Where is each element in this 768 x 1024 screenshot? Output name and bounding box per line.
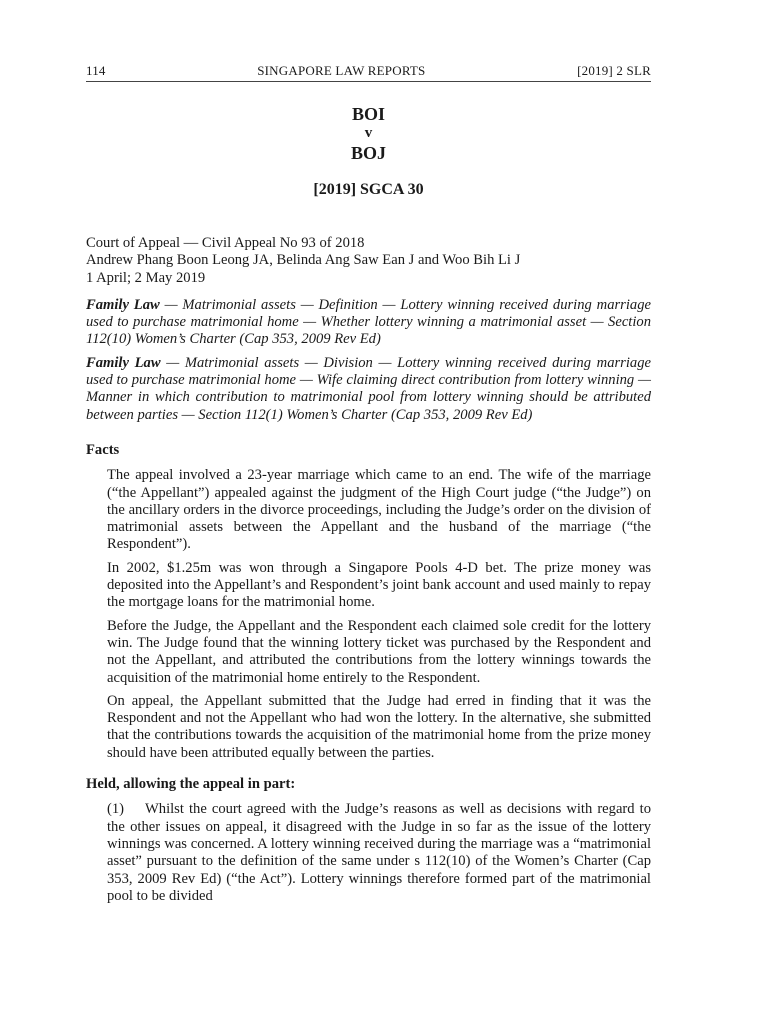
header-rule xyxy=(86,81,651,82)
running-title: SINGAPORE LAW REPORTS xyxy=(257,63,426,78)
party-appellant: BOI xyxy=(351,104,385,124)
held-number: (1) xyxy=(107,801,125,818)
held-paragraph xyxy=(86,801,651,905)
catchword-subject: Family Law xyxy=(86,354,161,371)
party-respondent: BOJ xyxy=(350,143,386,163)
case-title xyxy=(86,104,651,198)
catchword-text: — Matrimonial assets — Division — Lottery winning received during marriage used to purchase matrimonial home — Wife claiming direct contribution from lottery winning — Manner in which contribution to matrimonial pool from lottery winning should be attributed between parties — Section 112(1) Women’s Charter (Cap 353, 2009 Rev Ed) xyxy=(86,354,651,423)
catchword-text: — Matrimonial assets — Definition — Lottery winning received during marriage used to purchase matrimonial home — Whether lottery winning a matrimonial asset — Section 112(10) Women’s Charter (Cap 353, 2009 Rev Ed) xyxy=(86,296,651,348)
held-heading: Held, allowing the appeal in part: xyxy=(86,776,296,793)
facts-heading: Facts xyxy=(86,441,120,458)
facts-paragraph: On appeal, the Appellant submitted that the Judge had erred in finding that it was the Respondent and not the Appellant who had won the lottery. In the alternative, she submitted that the contributions towards the acquisition of the matrimonial home from the prize money should have been attributed equally between the parties. xyxy=(107,692,651,761)
catchword-1 xyxy=(86,297,651,349)
page-number: 114 xyxy=(86,63,106,78)
versus-label: v xyxy=(364,125,373,141)
court-line: Court of Appeal — Civil Appeal No 93 of 2018 xyxy=(86,235,365,251)
held-text: Whilst the court agreed with the Judge’s reasons as well as decisions with regard to the other issues on appeal, it disagreed with the Judge in so far as the issue of the lottery winnings was concerned. A lottery winning received during the marriage was a “matrimonial asset” pursuant to the definition of the same under s 112(10) of the Women’s Charter (Cap 353, 2009 Rev Ed) (“the Act”). Lottery winnings therefore formed part of the matrimonial pool to be divided xyxy=(107,801,651,904)
neutral-citation: [2019] SGCA 30 xyxy=(313,181,424,198)
volume-citation: [2019] 2 SLR xyxy=(577,63,651,78)
catchword-2 xyxy=(86,355,651,424)
facts-paragraph: Before the Judge, the Appellant and the Respondent each claimed sole credit for the lottery win. The Judge found that the winning lottery ticket was purchased by the Respondent and not the Appellant, and attributed the contributions from the lottery winnings towards the acquisition of the matrimonial home entirely to the Respondent. xyxy=(107,617,651,686)
coram-line: Andrew Phang Boon Leong JA, Belinda Ang Saw Ean J and Woo Bih Li J xyxy=(86,252,521,269)
facts-paragraph: In 2002, $1.25m was won through a Singapore Pools 4-D bet. The prize money was deposited into the Appellant’s and Respondent’s joint bank account and used mainly to repay the mortgage loans for the matrimonial home. xyxy=(107,559,651,611)
dates-line: 1 April; 2 May 2019 xyxy=(86,269,206,286)
document-body xyxy=(86,235,651,905)
running-header xyxy=(86,62,651,79)
facts-paragraph: The appeal involved a 23-year marriage which came to an end. The wife of the marriage (“the Appellant”) appealed against the judgment of the High Court judge (“the Judge”) on the ancillary orders in the divorce proceedings, including the Judge’s order on the division of matrimonial assets between the Appellant and the husband of the marriage (“the Respondent”). xyxy=(107,467,651,553)
catchword-subject: Family Law xyxy=(86,296,160,313)
